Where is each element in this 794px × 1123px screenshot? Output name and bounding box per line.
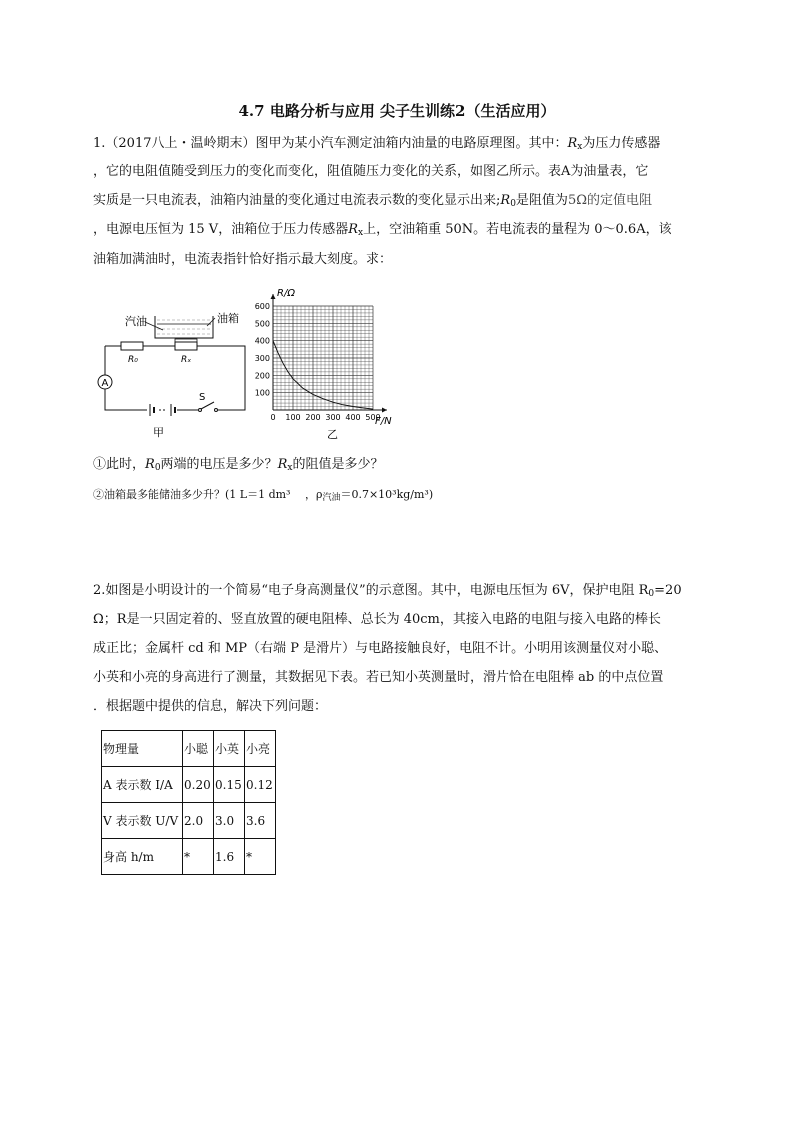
tank-pointer [207,318,215,326]
q1-line3: 实质是一只电流表，油箱内油量的变化通过电流表示数的变化显示出来$;R_0$是阻值为5Ω的定值电阻 [93,193,652,209]
table-cell: A 表示数 I/A [102,767,183,803]
x-axis-arrow [382,408,387,413]
label-switch: S [199,392,206,403]
y-tick-label: 200 [255,371,270,381]
label-tank: 油箱 [217,312,239,325]
x-tick-label: 400 [345,413,361,422]
chart-caption: 乙 [327,428,338,441]
chart-ylabel: R/Ω [277,288,295,299]
x-tick-label: 200 [305,413,321,422]
y-tick-label: 400 [255,336,270,346]
q1-line4: ，电源电压恒为 15 V，油箱位于压力传感器$R_x$上，空油箱重 50N。若电流表的量程为 0～0.6A，该 [93,222,672,238]
table-header-cell: 小英 [214,731,245,767]
q2-line2: Ω；R是一只固定着的、竖直放置的硬电阻棒、总长为 40cm，其接入电路的电阻与接入电路的棒长 [93,612,661,627]
x-tick-label: 500 [365,413,381,422]
chart-grid [273,306,373,410]
q2-line1: 2.如图是小明设计的一个简易“电子身高测量仪”的示意图。其中，电源电压恒为 6V，保护电阻 $R_0=20$ [93,583,682,599]
table-cell: 3.0 [214,803,245,839]
y-tick-label: 300 [255,354,270,363]
q1-sub1: ①此时，$R_0$两端的电压是多少？$R_x$的阻值是多少？ [93,457,384,473]
q2-line3: 成正比；金属杆 cd 和 MP（右端 P 是滑片）与电路接触良好，电阻不计。小明用该测量仪对小聪、 [93,641,668,656]
table-cell: 3.6 [245,803,276,839]
q1-line1: 1.（2017八上・温岭期末）图甲为某小汽车测定油箱内油量的电路原理图。其中：$R_x$为压力传感器 [93,136,661,152]
tank-outline [155,316,213,338]
table-cell: 身高 h/m [102,839,183,875]
table-cell: V 表示数 U/V [102,803,183,839]
circuit-wire [105,346,245,410]
y-tick-label: 600 [255,302,270,311]
y-tick-label: 100 [255,388,270,398]
q1-line2: ，它的电阻值随受到压力的变化而变化，阻值随压力变化的关系，如图乙所示。表A为油量表，它 [93,164,649,179]
data-table [101,730,276,875]
table-row [102,767,276,803]
chart-axes [271,294,388,413]
caption-jia: 甲 [153,426,164,439]
q1-line5: 油箱加满油时，电流表指针恰好指示最大刻度。求： [93,252,393,267]
circuit-diagram-jia [95,298,255,443]
chart-xlabel: F/N [375,416,392,427]
resistor-r0 [121,342,143,350]
label-ammeter: A [101,378,109,389]
table-row [102,803,276,839]
x-tick-label: 0 [270,413,276,422]
table-cell: 0.15 [214,767,245,803]
chart-r-vs-f [255,282,405,442]
q2-line5: ．根据题中提供的信息，解决下列问题： [93,699,328,714]
battery-gap [147,402,177,418]
table-header-row [102,731,276,767]
table-cell: 0.20 [183,767,214,803]
q1-sub2: ②油箱最多能储油多少升？(1 L＝1 dm³ ，$\rho_{汽油}=0.7\times 10^3kg/m^3$) [93,488,434,503]
y-tick-label: 500 [255,319,270,329]
table-cell: * [183,839,214,875]
table-row [102,839,276,875]
table-cell: 1.6 [214,839,245,875]
table-cell: * [245,839,276,875]
q2-line4: 小英和小亮的身高进行了测量，其数据见下表。若已知小英测量时，滑片恰在电阻棒 ab 的中点位置 [93,670,664,685]
label-gasoline: 汽油 [125,315,147,328]
switch-contact [215,409,218,412]
resistor-rx [175,342,197,350]
table-cell: 0.12 [245,767,276,803]
gasoline-pointer [145,322,163,330]
label-rx: Rₓ [181,355,192,365]
label-r0: R₀ [128,355,138,365]
table-header-cell: 小聪 [183,731,214,767]
table-header-cell: 小亮 [245,731,276,767]
table-cell: 2.0 [183,803,214,839]
y-axis-arrow [271,294,276,299]
x-tick-label: 300 [325,413,341,422]
x-tick-label: 100 [285,413,301,422]
page-title: 4.7 电路分析与应用 尖子生训练2（生活应用） [238,102,556,120]
table-header-cell: 物理量 [102,731,183,767]
